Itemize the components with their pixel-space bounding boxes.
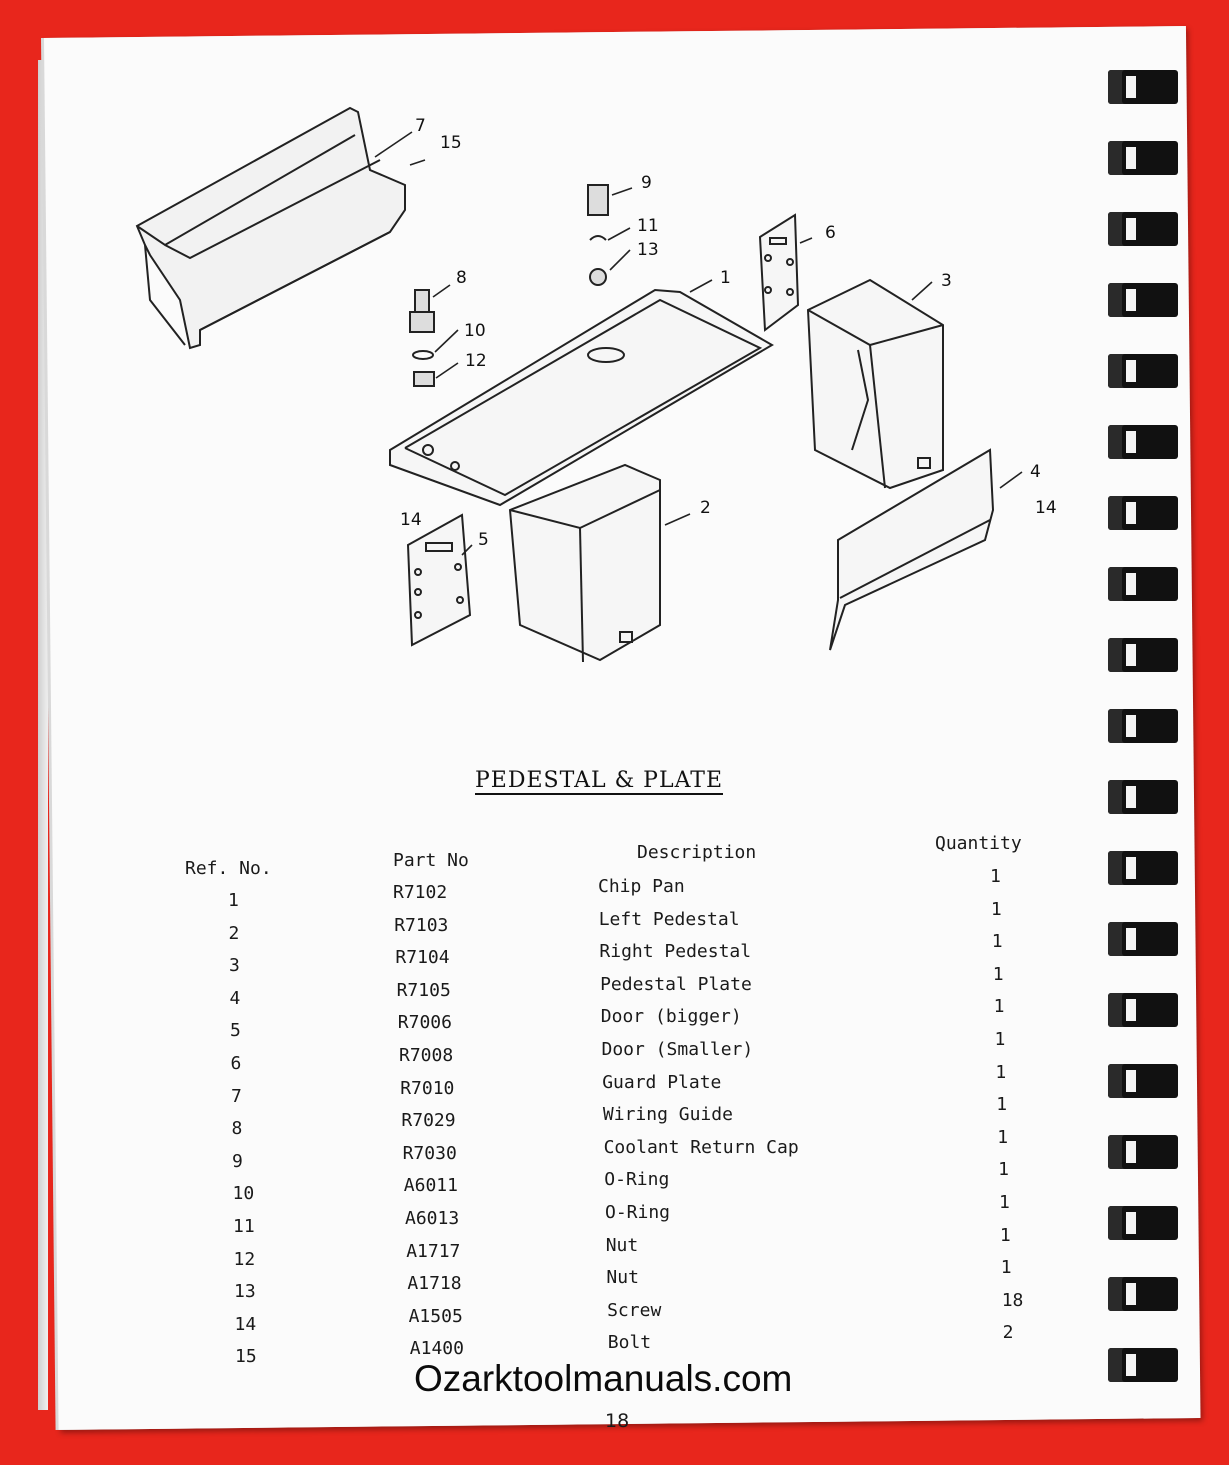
binding-ring	[1108, 993, 1178, 1027]
ref-no-cell: 6	[230, 1053, 242, 1074]
callout-14-right: 14	[1035, 498, 1057, 518]
part-no-cell: R7029	[401, 1110, 456, 1132]
ref-no-cell: 8	[231, 1118, 243, 1140]
part-no-cell: A6013	[405, 1208, 460, 1229]
description-cell: Bolt	[607, 1332, 652, 1354]
wiring-guide-drawing	[410, 290, 434, 386]
part-no-cell: A1718	[407, 1273, 462, 1295]
ref-no-cell: 13	[234, 1281, 256, 1303]
part-no-cell: R7030	[402, 1142, 457, 1164]
callout-8: 8	[456, 268, 467, 288]
callout-11: 11	[637, 216, 659, 236]
header-part-no: Part No	[393, 850, 469, 871]
part-no-cell: R7008	[399, 1045, 454, 1066]
ref-no-cell: 1	[228, 890, 239, 911]
description-cell: Guard Plate	[602, 1071, 722, 1093]
guard-plate-drawing	[137, 108, 405, 348]
section-title: PEDESTAL & PLATE	[475, 768, 723, 793]
binding-ring	[1108, 780, 1178, 814]
ref-no-cell: 10	[232, 1183, 255, 1205]
quantity-cell: 1	[995, 1061, 1007, 1083]
header-description: Description	[637, 842, 757, 863]
binding-ring	[1108, 922, 1178, 956]
binding-ring	[1108, 851, 1178, 885]
ref-no-cell: 11	[233, 1216, 255, 1237]
quantity-cell: 1	[991, 931, 1003, 953]
callout-13: 13	[637, 240, 659, 260]
part-no-cell: A1717	[406, 1240, 461, 1262]
binding-ring	[1108, 1206, 1178, 1240]
callout-1: 1	[720, 268, 731, 288]
ref-no-cell: 2	[228, 922, 240, 944]
door-bigger-drawing	[408, 515, 470, 645]
ref-no-cell: 9	[232, 1150, 243, 1172]
part-no-cell: R7010	[400, 1077, 455, 1099]
ref-no-cell: 15	[235, 1346, 257, 1368]
quantity-cell: 1	[1000, 1257, 1012, 1279]
ref-no-cell: 5	[230, 1020, 241, 1042]
callout-5: 5	[478, 530, 489, 550]
part-no-cell: A1505	[408, 1305, 463, 1327]
callout-7: 7	[415, 116, 426, 136]
quantity-cell: 1	[990, 898, 1002, 920]
part-no-cell: R7103	[394, 914, 449, 936]
ref-no-cell: 4	[229, 987, 241, 1009]
part-no-cell: R7102	[393, 882, 448, 903]
part-no-cell: A6011	[403, 1175, 458, 1197]
quantity-cell: 18	[1001, 1289, 1024, 1311]
callout-4: 4	[1030, 462, 1041, 482]
description-cell: Screw	[607, 1299, 662, 1321]
ref-no-cell: 7	[231, 1085, 242, 1107]
ref-no-cell: 3	[229, 955, 240, 977]
description-cell: Pedestal Plate	[600, 973, 752, 995]
description-cell: Chip Pan	[598, 876, 685, 897]
description-cell: Door (Smaller)	[601, 1039, 754, 1060]
callout-14-left: 14	[400, 510, 422, 530]
left-pedestal-drawing	[510, 465, 660, 662]
watermark: Ozarktoolmanuals.com	[414, 1358, 793, 1399]
description-cell: Coolant Return Cap	[603, 1136, 799, 1158]
exploded-view-drawing	[0, 0, 1229, 720]
description-cell: O-Ring	[604, 1169, 670, 1191]
binding-ring	[1108, 1348, 1178, 1382]
part-no-cell: R7105	[396, 979, 451, 1001]
callout-2: 2	[700, 498, 711, 518]
description-cell: Right Pedestal	[599, 941, 752, 963]
right-pedestal-drawing	[808, 280, 943, 488]
callout-12: 12	[465, 351, 487, 371]
description-cell: Nut	[605, 1234, 639, 1256]
quantity-cell: 1	[996, 1094, 1008, 1116]
binding-ring	[1108, 1277, 1178, 1311]
description-cell: Nut	[606, 1267, 639, 1289]
coolant-cap-drawing	[588, 185, 608, 285]
parts-diagram	[0, 0, 1229, 720]
callout-15: 15	[440, 133, 462, 153]
chip-pan-drawing	[390, 290, 772, 505]
callout-9: 9	[641, 173, 652, 193]
quantity-cell: 1	[999, 1224, 1011, 1246]
ref-no-cell: 12	[233, 1248, 256, 1270]
quantity-cell: 1	[997, 1126, 1009, 1148]
quantity-cell: 1	[992, 963, 1004, 985]
description-cell: Left Pedestal	[598, 908, 740, 930]
header-ref-no: Ref. No.	[185, 858, 272, 879]
callout-10: 10	[464, 321, 486, 341]
callout-6: 6	[825, 223, 836, 243]
quantity-cell: 2	[1002, 1322, 1014, 1344]
part-no-cell: A1400	[409, 1338, 464, 1360]
header-quantity: Quantity	[935, 833, 1022, 854]
page-number: 18	[605, 1410, 630, 1432]
ref-no-cell: 14	[234, 1313, 257, 1335]
door-smaller-drawing	[760, 215, 798, 330]
callout-3: 3	[941, 271, 952, 291]
description-cell: O-Ring	[605, 1202, 671, 1223]
quantity-cell: 1	[998, 1159, 1009, 1181]
binding-ring	[1108, 1135, 1178, 1169]
quantity-cell: 1	[999, 1192, 1010, 1213]
quantity-cell: 1	[990, 866, 1001, 887]
quantity-cell: 1	[994, 1029, 1006, 1050]
quantity-cell: 1	[993, 996, 1005, 1018]
binding-ring	[1108, 1064, 1178, 1098]
part-no-cell: R7104	[395, 947, 450, 969]
description-cell: Wiring Guide	[602, 1104, 733, 1126]
part-no-cell: R7006	[397, 1012, 452, 1034]
description-cell: Door (bigger)	[600, 1006, 742, 1028]
